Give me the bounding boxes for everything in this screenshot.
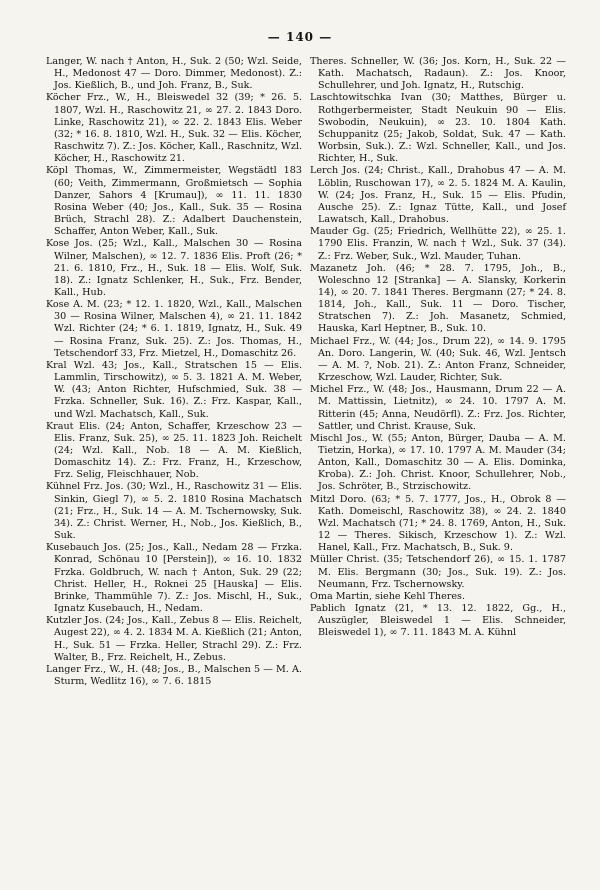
register-entry: Kose Jos. (25; Wzl., Kall., Malschen 30 — Rosina Wilner, Malschen), ∞ 12. 7. 1836 Elis. Proft (26; * 21. 6. 1810, Frz., H., Suk. 18 — Elis. Wolf, Suk. 18). Z.: Ignatz Schlenker, H., Suk., Frz. Bender, Kall., Hub. — [46, 238, 302, 298]
register-columns — [46, 56, 566, 688]
register-entry: Kusebauch Jos. (25; Jos., Kall., Nedam 28 — Frzka. Konrad, Schönau 10 [Perstein]), ∞ 16. 10. 1832 Frzka. Goldbruch, W. nach † Anton, Suk. 29 (22; Christ. Heller, H., Roknei 25 [Hauska] — Elis. Brinke, Thammühle 7). Z.: Jos. Mischl, H., Suk., Ignatz Kusebauch, H., Nedam. — [46, 542, 302, 615]
register-entry: Kral Wzl. 43; Jos., Kall., Stratschen 15 — Elis. Lammlin, Tirschowitz), ∞ 5. 3. 1821 A. M. Weber, W. (43; Anton Richter, Hufschmied, Suk. 38 — Frzka. Schneller, Suk. 16). Z.: Frz. Kaspar, Kall., und Wzl. Machatsch, Kall., Suk. — [46, 359, 302, 420]
register-entry: Mitzl Doro. (63; * 5. 7. 1777, Jos., H., Obrok 8 — Kath. Domeischl, Raschowitz 38), ∞ 24. 2. 1840 Wzl. Machatsch (71; * 24. 8. 1769, Anton, H., Suk. 12 — Theres. Sikisch, Krzeschow 1). Z.: Wzl. Hanel, Kall., Frz. Machatsch, B., Suk. 9. — [310, 493, 566, 554]
page-number: — 140 — — [267, 30, 333, 44]
register-entry: Kraut Elis. (24; Anton, Schaffer, Krzeschow 23 — Elis. Franz, Suk. 25), ∞ 25. 11. 1823 Joh. Reichelt (24; Wzl. Kall., Nob. 18 — A. M. Kießlich, Domaschitz 14). Z.: Frz. Franz, H., Krzeschow, Frz. Selig, Fleischhauer, Nob. — [46, 420, 302, 481]
right-column — [310, 56, 566, 688]
register-entry: Oma Martin, siehe Kehl Theres. — [310, 590, 466, 602]
register-entry: Langer, W. nach † Anton, H., Suk. 2 (50; Wzl. Seide, H., Medonost 47 — Doro. Dimmer, Medonost). Z.: Jos. Kießlich, B., und Joh. Franz, B., Suk. — [46, 56, 302, 92]
register-entry: Kutzler Jos. (24; Jos., Kall., Zebus 8 — Elis. Reichelt, Augest 22), ∞ 4. 2. 1834 M. A. Kießlich (21; Anton, H., Suk. 51 — Frzka. Heller, Strachl 29). Z.: Frz. Walter, B., Frz. Reichelt, H., Zebus. — [46, 615, 302, 663]
register-entry: Mischl Jos., W. (55; Anton, Bürger, Dauba — A. M. Tietzin, Horka), ∞ 17. 10. 1797 A. M. Mauder (34; Anton, Kall., Domaschitz 30 — A. Elis. Dominka, Kroba). Z.: Joh. Christ. Knoor, Schullehrer, Nob., Jos. Schröter, B., Strzischowitz. — [310, 432, 566, 493]
register-entry: Kose A. M. (23; * 12. 1. 1820, Wzl., Kall., Malschen 30 — Rosina Wilner, Malschen 4), ∞ 21. 11. 1842 Wzl. Richter (24; * 6. 1. 1819, Ignatz, H., Suk. 49 — Rosina Franz, Suk. 25). Z.: Jos. Thomas, H., Tetschendorf 33, Frz. Mietzel, H., Domaschitz 26. — [46, 299, 302, 359]
left-column — [46, 56, 302, 688]
register-entry: Müller Christ. (35; Tetschendorf 26), ∞ 15. 1. 1787 M. Elis. Bergmann (30; Jos., Suk. 19). Z.: Jos. Neumann, Frz. Tschernowsky. — [310, 554, 566, 590]
register-entry: Köpl Thomas, W., Zimmermeister, Wegstädtl 183 (60; Veith, Zimmermann, Großmietsch — Sophia Danzer, Sahors 4 [Krumau]), ∞ 11. 11. 1830 Rosina Weber (40; Jos., Kall., Suk. 35 — Rosina Brüch, Strachl 28). Z.: Adalbert Dauchenstein, Schaffer, Anton Weber, Kall., Suk. — [46, 165, 302, 238]
register-entry: Mauder Gg. (25; Friedrich, Wellhütte 22), ∞ 25. 1. 1790 Elis. Franzin, W. nach † Wzl., Suk. 37 (34). Z.: Frz. Weber, Suk., Wzl. Mauder, Tuhan. — [310, 226, 566, 262]
register-entry: Theres. Schneller, W. (36; Jos. Korn, H., Suk. 22 — Kath. Machatsch, Radaun). Z.: Jos. Knoor, Schullehrer, und Joh. Ignatz, H., Rutschig. — [310, 56, 566, 92]
register-entry: Köcher Frz., W., H., Bleiswedel 32 (39; * 26. 5. 1807, Wzl. H., Raschowitz 21, ∞ 27. 2. 1843 Doro. Linke, Raschowitz 21), ∞ 22. 2. 1843 Elis. Weber (32; * 16. 8. 1810, Wzl. H., Suk. 32 — Elis. Köcher, Raschwitz 7). Z.: Jos. Köcher, Kall., Raschnitz, Wzl. Köcher, H., Raschowitz 21. — [46, 92, 302, 165]
register-entry: Langer Frz., W., H. (48; Jos., B., Malschen 5 — M. A. Sturm, Wedlitz 16), ∞ 7. 6. 1815 — [46, 663, 302, 687]
register-entry: Michael Frz., W. (44; Jos., Drum 22), ∞ 14. 9. 1795 An. Doro. Langerin, W. (40; Suk. 46, Wzl. Jentsch — A. M. ?, Nob. 21). Z.: Anton Franz, Schneider, Krzeschow, Wzl. Lauder, Richter, Suk. — [310, 335, 566, 384]
register-entry: Lerch Jos. (24; Christ., Kall., Drahobus 47 — A. M. Löblin, Ruschowan 17), ∞ 2. 5. 1824 M. A. Kaulin, W. (24; Jos. Franz, H., Suk. 15 — Elis. Pfudin, Ausche 25). Z.: Ignaz Tütte, Kall., und Josef Lawatsch, Kall., Drahobus. — [310, 165, 566, 226]
register-entry: Mazanetz Joh. (46; * 28. 7. 1795, Joh., B., Woleschno 12 [Stranka] — A. Slansky, Korkerin 14), ∞ 20. 7. 1841 Theres. Bergmann (27; * 24. 8. 1814, Joh., Kall., Suk. 11 — Doro. Tischer, Stratschen 7). Z.: Joh. Masanetz, Schmied, Hauska, Karl Heptner, B., Suk. 10. — [310, 262, 566, 335]
register-entry: Pablich Ignatz (21, * 13. 12. 1822, Gg., H., Auszügler, Bleiswedel 1 — Elis. Schneider, Bleiswedel 1), ∞ 7. 11. 1843 M. A. Kühnl — [310, 603, 566, 639]
register-entry: Michel Frz., W. (48; Jos., Hausmann, Drum 22 — A. M. Mattissin, Lietnitz), ∞ 24. 10. 1797 A. M. Ritterin (45; Anna, Neudörfl). Z.: Frz. Jos. Richter, Sattler, und Christ. Krause, Suk. — [310, 384, 566, 432]
register-entry: Laschtowitschka Ivan (30; Matthes, Bürger u. Rothgerbermeister, Stadt Neukuin 90 — Elis. Swobodin, Neukuin), ∞ 23. 10. 1804 Kath. Schuppanitz (25; Jakob, Soldat, Suk. 47 — Kath. Worbsin, Suk.). Z.: Wzl. Schneller, Kall., und Jos. Richter, H., Suk. — [310, 92, 566, 165]
register-entry: Kühnel Frz. Jos. (30; Wzl., H., Raschowitz 31 — Elis. Sinkin, Giegl 7), ∞ 5. 2. 1810 Rosina Machatsch (21; Frz., H., Suk. 14 — A. M. Tschernowsky, Suk. 34). Z.: Christ. Werner, H., Nob., Jos. Kießlich, B., Suk. — [46, 481, 302, 542]
